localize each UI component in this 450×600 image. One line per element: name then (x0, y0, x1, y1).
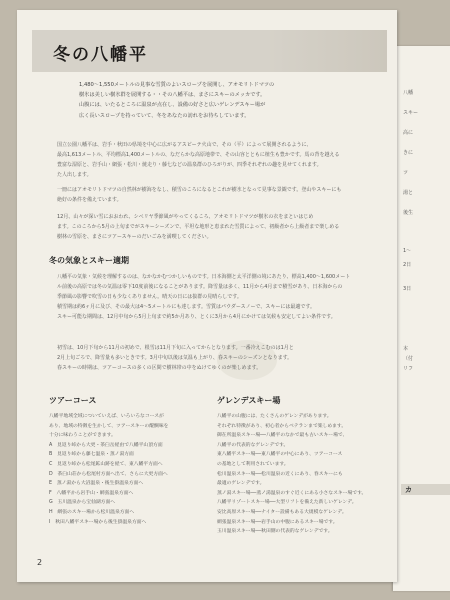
section-heading-tour: ツアーコース (49, 396, 97, 405)
section-heading-ski-slopes: ゲレンデスキー場 (217, 396, 281, 405)
ski-slope-line: の基地として利用されています。 (217, 461, 289, 467)
right-page-line: スキー (403, 110, 419, 116)
right-page-line: 高に (403, 130, 414, 136)
ski-slope-line: 八幡平の山腹には、たくさんのゲレンデがあります。 (217, 414, 332, 419)
ski-slope-line: 八幡平リゾートスキー場──大型リフトを備えた新しいゲレンデ。 (217, 500, 357, 506)
right-page-line: 湯と (403, 190, 414, 196)
right-page-line: リフ (403, 366, 414, 372)
ski-slope-line: 蒸ノ湯スキー場──蒸ノ湯温泉のすぐ近くにある小さなスキー場です。 (217, 490, 367, 496)
body-line: ます。このころから5月の上旬までがスキーシーズンで、平坦な地形と恵まれた雪質によって、初級者から上級者まで楽しめる (57, 224, 340, 231)
right-page (393, 46, 450, 591)
tour-line: G 玉川温泉から宝仙湖方面へ (49, 500, 116, 506)
weather-line: 八幡平の気象・気候を理解するのは、なかなかむつかしいものです。日本海側と太平洋側の境にあたり、標高1,400～1,600メート (57, 274, 351, 280)
intro-line: 1,480～1,550メートルの見事な雪質のよいスロープを展開し、アオモリトドマツの (79, 82, 275, 88)
ski-slope-line: 安比高原スキー場──ナイター設備もある大規模なゲレンデ。 (217, 509, 347, 515)
weather-text (49, 272, 379, 322)
weather-extra-line: 初雪は、10月下旬から11月の初めで、根雪は11月下旬に入ってからとなります。一番冷えこむのは1月と (57, 345, 294, 351)
weather-line: ル前後の高原では冬の気温は零下10度前後になることがあります。降雪量は多く、11月から4月まで積雪があり、日本海からの (57, 284, 343, 291)
ski-slope-line: それぞれ特徴があり、初心者からベテランまで楽しめます。 (217, 423, 347, 429)
right-page-line: 2日 (403, 262, 412, 268)
page-number: 2 (37, 558, 43, 567)
body-line: 最高1,613メートル、平均標高1,400メートルの、なだらかな高原地帯で、その山容とともに植生も豊かです。馬の背を越える (57, 152, 340, 159)
body-line: 国立公園八幡平は、岩手・秋田の県境を中心に広がるアスピーテ火山で、その（平）によって展開されるように、 (57, 142, 312, 148)
tour-line: C 見返り峠から松尾鉱山跡を経て、東八幡平方面へ (49, 461, 163, 467)
body-line: 絶好の条件を備えています。 (57, 197, 122, 204)
right-page-line: 八幡 (403, 90, 414, 96)
body-text (49, 212, 379, 242)
page-title: 冬の八幡平 (53, 45, 148, 65)
title-band-decoration (267, 30, 387, 72)
tour-column (49, 412, 209, 527)
ski-slope-line: 御在所温泉スキー場──八幡平のなかで最も古いスキー場で、 (217, 433, 348, 439)
tour-line: B 見返り峠から藤七温泉・蒸ノ湯方面 (49, 452, 134, 458)
tour-line: E 蒸ノ湯から大沼温泉・後生掛温泉方面へ (49, 481, 144, 487)
intro-block (79, 80, 374, 121)
body-line: 一冊にはアオモリトドマツの自然林が樹海をなし、積雪のころになるとこれが樹氷となって見事な景観です。登山やスキーにも (57, 187, 342, 193)
tour-line: F 八幡平から岩手山・網張温泉方面へ (49, 490, 134, 496)
weather-line: 積雪期は約6ヶ月に及び、その最大は4～5メートルにも達します。雪質はパウダースノーで、スキーには最適です。 (57, 304, 315, 311)
title-band (32, 30, 387, 72)
weather-extra-line: 2月上旬ごろで、降雪量も多いときです。3月中旬以後は気温も上がり、春スキーのシーズンとなります。 (57, 355, 293, 362)
weather-extra-text (49, 343, 379, 373)
body-text (49, 185, 379, 205)
ski-slopes-column (217, 412, 387, 537)
right-page-line: 後生 (403, 210, 414, 216)
intro-line: 山腹には、いたるところに温泉が点在し、設備の好さと広いゲレンデスキー場が (79, 102, 266, 109)
tour-line: H 網張のスキー場から松川温泉方面へ (49, 509, 135, 515)
tour-line: 八幡平地域全域についていえば、いろいろなコースが (49, 414, 164, 419)
tour-line: D 茶臼山荘から松尾村方面へ出て、さらに大更方面へ (49, 471, 168, 477)
body-line: 豊富な湿原と、岩手山・網張・松川・焼走り・藤七などの温泉群のひろがりが、四季それぞれの趣を見せてくれます。 (57, 162, 322, 169)
intro-line: 広く長いスロープを持っていて、冬をあなたの訪れをお待ちしています。 (79, 112, 250, 119)
body-line: 樹林の雪原を、まさにツアースキーのだいごみを満喫してください。 (57, 234, 212, 241)
body-text (49, 140, 379, 180)
tour-line: あり、地域の特徴を生かして、ツアースキーの醍醐味を (49, 423, 169, 429)
right-page-line: ツ (403, 170, 409, 176)
intro-line: 樹氷は美しい樹氷群を展開する・・その八幡平は、まさにスキーのメッカです。 (79, 92, 266, 99)
body-line: た人出します。 (57, 172, 92, 179)
tour-line: I 秋田八幡平スキー場から後生掛温泉方面へ (49, 519, 147, 525)
right-page-line: （付 (403, 356, 414, 362)
right-page-line: 3日 (403, 286, 412, 292)
document-page (17, 10, 397, 582)
right-page-line: きに (403, 150, 414, 156)
ski-slope-line: 東八幡平スキー場──東八幡平の中心にあり、ツアーコース (217, 452, 343, 458)
ski-slope-line: 網張温泉スキー場──岩手山の中腹にあるスキー場です。 (217, 519, 338, 525)
right-page-box-heading (401, 484, 450, 495)
weather-line: 季節風の影響で吹雪の日も少なくありません。晴天の日には抜群の見晴らしです。 (57, 294, 242, 301)
tour-line: 十分に味わうことができます。 (49, 433, 116, 439)
ski-slope-line: 最適のゲレンデです。 (217, 481, 265, 487)
weather-extra-line: 春スキーの時期は、ツアーコースの多くの区間で樹林帯の中をぬけてゆくのが楽しめます。 (57, 365, 262, 372)
ski-slope-line: 松川温泉スキー場──松川温泉の近くにあり、春スキーにも (217, 471, 343, 477)
ski-slope-line: 八幡平の代表的なゲレンデです。 (217, 442, 289, 448)
body-line: 12月、山々が深い雪におおわれ、シベリヤ季節風がやってくるころ、アオモリトドマツが樹氷の衣をまといはじめ (57, 214, 314, 220)
right-page-box-heading-text: カ (405, 486, 412, 494)
tour-line: A 見返り峠から大更・茶臼岳経由で八幡平山頂方面 (49, 442, 163, 448)
weather-line: スキー可能な期間は、12月中旬から5月上旬まで約5か月あり、とくに3月から4月にかけては気候も安定してよい条件です。 (57, 314, 336, 321)
section-heading-weather: 冬の気象とスキー適期 (49, 256, 129, 265)
right-page-line: 本 (403, 346, 409, 352)
right-page-line: 1～ (403, 248, 412, 254)
ski-slope-line: 玉川温泉スキー場──秋田側の代表的なゲレンデです。 (217, 529, 333, 535)
